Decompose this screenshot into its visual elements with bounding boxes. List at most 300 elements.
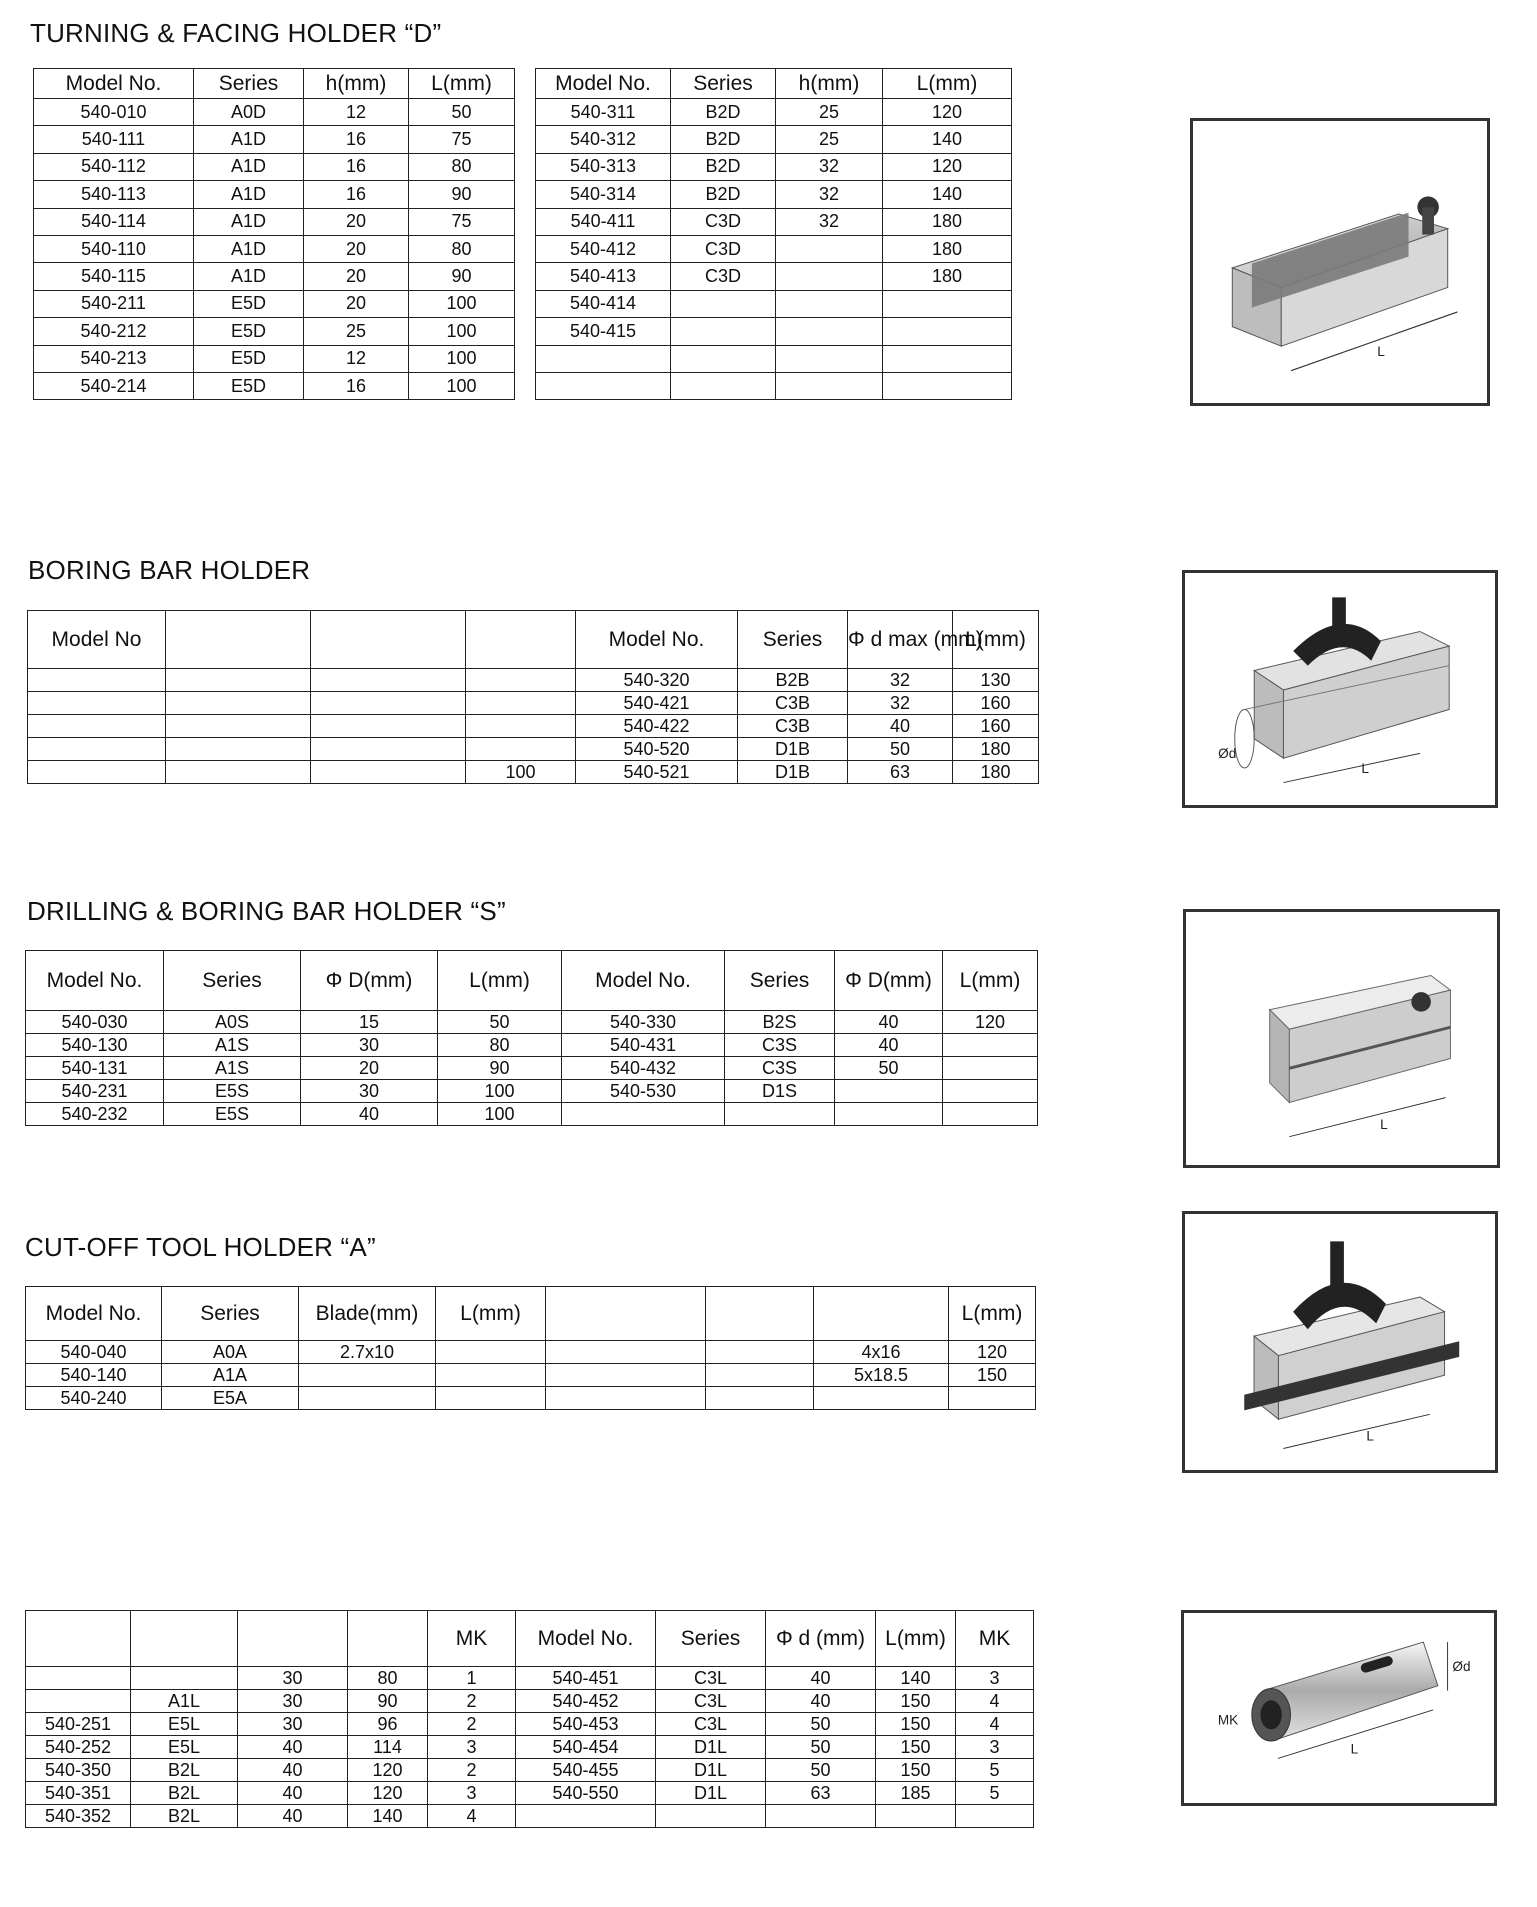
column-header — [238, 1611, 348, 1667]
boring-holder-image — [1182, 570, 1498, 808]
drilling-table — [25, 950, 1038, 1126]
table-row — [26, 1034, 1038, 1057]
table-cell: 100 — [438, 1103, 562, 1126]
table-row — [536, 345, 1012, 372]
table-cell: 100 — [409, 290, 515, 317]
table-cell: 100 — [466, 761, 576, 784]
table-cell — [883, 372, 1012, 399]
table-cell: 540-212 — [34, 318, 194, 345]
table-cell: E5S — [164, 1080, 301, 1103]
table-cell — [311, 715, 466, 738]
table-cell: A1D — [194, 181, 304, 208]
table-cell — [536, 345, 671, 372]
table-cell: 96 — [348, 1713, 428, 1736]
column-header — [814, 1287, 949, 1341]
table-row — [26, 1805, 1034, 1828]
table-cell — [776, 372, 883, 399]
table-cell: 20 — [304, 290, 409, 317]
column-header: Model No. — [536, 69, 671, 99]
table-cell — [776, 318, 883, 345]
table-cell: B2L — [131, 1759, 238, 1782]
table-cell: 20 — [301, 1057, 438, 1080]
table-cell: C3B — [738, 715, 848, 738]
table-row — [536, 290, 1012, 317]
table-cell: 540-351 — [26, 1782, 131, 1805]
table-cell: 540-350 — [26, 1759, 131, 1782]
table-cell — [671, 318, 776, 345]
table-cell: B2D — [671, 181, 776, 208]
table-cell: 80 — [348, 1667, 428, 1690]
table-cell — [706, 1364, 814, 1387]
column-header: L(mm) — [883, 69, 1012, 99]
column-header: Blade(mm) — [299, 1287, 436, 1341]
table-cell: C3L — [656, 1667, 766, 1690]
morse-holder-image — [1181, 1610, 1497, 1806]
table-cell: 540-131 — [26, 1057, 164, 1080]
table-cell — [131, 1667, 238, 1690]
table-row — [28, 738, 1039, 761]
turning-table-left — [33, 68, 515, 400]
column-header: Series — [656, 1611, 766, 1667]
table-cell — [28, 761, 166, 784]
table-cell: 540-421 — [576, 692, 738, 715]
table-cell: 40 — [835, 1034, 943, 1057]
table-cell: E5L — [131, 1713, 238, 1736]
table-cell: A1D — [194, 263, 304, 290]
table-cell: 540-114 — [34, 208, 194, 235]
table-row — [26, 1759, 1034, 1782]
table-cell: A1D — [194, 153, 304, 180]
table-cell: 40 — [766, 1667, 876, 1690]
table-cell: E5D — [194, 372, 304, 399]
table-cell: 3 — [428, 1736, 516, 1759]
column-header: Φ D(mm) — [835, 951, 943, 1011]
table-cell: 540-232 — [26, 1103, 164, 1126]
table-cell: B2D — [671, 99, 776, 126]
table-cell: 50 — [766, 1713, 876, 1736]
table-cell: B2D — [671, 153, 776, 180]
table-cell: 540-010 — [34, 99, 194, 126]
column-header: Model No — [28, 611, 166, 669]
morse-dim-label-l: L — [1350, 1741, 1359, 1757]
table-cell: 2 — [428, 1713, 516, 1736]
table-cell: A0A — [162, 1341, 299, 1364]
table-cell: 30 — [301, 1080, 438, 1103]
turning-section-title: TURNING & FACING HOLDER “D” — [30, 18, 442, 48]
table-cell: 120 — [943, 1011, 1038, 1034]
table-cell — [943, 1057, 1038, 1080]
column-header: Series — [738, 611, 848, 669]
table-cell: 40 — [238, 1736, 348, 1759]
table-cell: 40 — [238, 1782, 348, 1805]
table-cell: 140 — [876, 1667, 956, 1690]
cutoff-dim-label: L — [1366, 1428, 1374, 1444]
table-cell: B2B — [738, 669, 848, 692]
table-row — [34, 208, 515, 235]
table-cell: 540-414 — [536, 290, 671, 317]
table-row — [34, 345, 515, 372]
table-cell — [943, 1080, 1038, 1103]
column-header: L(mm) — [438, 951, 562, 1011]
cutoff-holder-image — [1182, 1211, 1498, 1473]
column-header: MK — [428, 1611, 516, 1667]
table-cell: 540-115 — [34, 263, 194, 290]
table-row — [536, 126, 1012, 153]
table-cell: D1L — [656, 1782, 766, 1805]
table-cell: 540-415 — [536, 318, 671, 345]
table-cell: 80 — [438, 1034, 562, 1057]
table-cell: 540-313 — [536, 153, 671, 180]
column-header: Model No. — [562, 951, 725, 1011]
table-cell: 40 — [238, 1805, 348, 1828]
table-cell: 4 — [956, 1713, 1034, 1736]
table-cell: 150 — [876, 1690, 956, 1713]
table-cell: 4 — [428, 1805, 516, 1828]
table-cell: 140 — [348, 1805, 428, 1828]
table-cell: 20 — [304, 235, 409, 262]
table-cell — [436, 1387, 546, 1410]
table-row — [26, 1080, 1038, 1103]
table-cell — [766, 1805, 876, 1828]
morse-dim-label-d: Ød — [1452, 1659, 1471, 1675]
table-cell: 5x18.5 — [814, 1364, 949, 1387]
table-cell: 30 — [238, 1667, 348, 1690]
table-row — [34, 318, 515, 345]
turning-holder-image — [1190, 118, 1490, 406]
table-cell: 150 — [876, 1759, 956, 1782]
table-cell: 180 — [883, 263, 1012, 290]
table-cell — [26, 1667, 131, 1690]
table-row — [34, 99, 515, 126]
table-header-row — [26, 1611, 1034, 1667]
table-cell — [814, 1387, 949, 1410]
table-cell: 63 — [766, 1782, 876, 1805]
table-cell: 180 — [953, 761, 1039, 784]
table-row — [26, 1103, 1038, 1126]
table-cell — [466, 738, 576, 761]
table-cell — [546, 1387, 706, 1410]
table-cell: 540-112 — [34, 153, 194, 180]
column-header: L(mm) — [943, 951, 1038, 1011]
table-cell: 75 — [409, 208, 515, 235]
table-cell: A1L — [131, 1690, 238, 1713]
table-cell — [546, 1341, 706, 1364]
table-cell: 540-314 — [536, 181, 671, 208]
table-cell: 40 — [766, 1690, 876, 1713]
column-header: Series — [162, 1287, 299, 1341]
table-cell: A1D — [194, 235, 304, 262]
table-cell: 540-520 — [576, 738, 738, 761]
table-cell: 540-431 — [562, 1034, 725, 1057]
boring-section-title: BORING BAR HOLDER — [28, 555, 311, 585]
table-cell — [299, 1387, 436, 1410]
table-cell: 540-240 — [26, 1387, 162, 1410]
table-cell: 63 — [848, 761, 953, 784]
table-cell: 540-110 — [34, 235, 194, 262]
table-cell: 180 — [883, 235, 1012, 262]
table-cell: 32 — [848, 669, 953, 692]
table-cell: A0S — [164, 1011, 301, 1034]
table-cell: 5 — [956, 1759, 1034, 1782]
table-cell: 540-411 — [536, 208, 671, 235]
table-cell: 540-030 — [26, 1011, 164, 1034]
table-cell: 16 — [304, 181, 409, 208]
table-cell — [28, 738, 166, 761]
table-cell: E5S — [164, 1103, 301, 1126]
morse-taper-table — [25, 1610, 1034, 1828]
table-cell: 2.7x10 — [299, 1341, 436, 1364]
table-row — [26, 1387, 1036, 1410]
table-cell: 20 — [304, 263, 409, 290]
table-cell: 540-311 — [536, 99, 671, 126]
table-row — [536, 263, 1012, 290]
table-cell — [883, 345, 1012, 372]
table-cell: 12 — [304, 99, 409, 126]
table-cell — [671, 345, 776, 372]
table-cell — [883, 290, 1012, 317]
table-cell: 32 — [776, 153, 883, 180]
column-header: MK — [956, 1611, 1034, 1667]
table-cell — [776, 290, 883, 317]
table-row — [34, 263, 515, 290]
drilling-holder-image — [1183, 909, 1500, 1168]
boring-table — [27, 610, 1039, 784]
table-cell — [311, 692, 466, 715]
table-cell: A1D — [194, 126, 304, 153]
table-cell: 540-231 — [26, 1080, 164, 1103]
table-cell — [299, 1364, 436, 1387]
column-header: L(mm) — [436, 1287, 546, 1341]
column-header: Model No. — [516, 1611, 656, 1667]
table-cell: 540-455 — [516, 1759, 656, 1782]
table-cell: 4 — [956, 1690, 1034, 1713]
table-cell — [943, 1034, 1038, 1057]
table-cell: B2L — [131, 1805, 238, 1828]
table-cell: 540-454 — [516, 1736, 656, 1759]
cutoff-table — [25, 1286, 1036, 1410]
table-cell: 540-251 — [26, 1713, 131, 1736]
column-header: Φ d (mm) — [766, 1611, 876, 1667]
table-cell: E5L — [131, 1736, 238, 1759]
table-cell: 540-320 — [576, 669, 738, 692]
table-cell: 3 — [428, 1782, 516, 1805]
table-cell: 540-211 — [34, 290, 194, 317]
table-cell: C3B — [738, 692, 848, 715]
table-cell: A0D — [194, 99, 304, 126]
column-header: Φ d max (mm) — [848, 611, 953, 669]
table-cell: 30 — [238, 1713, 348, 1736]
table-row — [34, 181, 515, 208]
table-cell: C3L — [656, 1690, 766, 1713]
table-cell — [706, 1341, 814, 1364]
table-row — [26, 1057, 1038, 1080]
table-cell — [725, 1103, 835, 1126]
column-header: Series — [671, 69, 776, 99]
column-header — [311, 611, 466, 669]
table-row — [26, 1782, 1034, 1805]
drilling-dim-label: L — [1380, 1116, 1388, 1132]
table-cell: 120 — [949, 1341, 1036, 1364]
table-cell: 540-432 — [562, 1057, 725, 1080]
table-cell: E5D — [194, 290, 304, 317]
table-cell: D1S — [725, 1080, 835, 1103]
table-cell — [166, 715, 311, 738]
table-cell — [436, 1364, 546, 1387]
column-header: Model No. — [576, 611, 738, 669]
column-header: L(mm) — [876, 1611, 956, 1667]
table-cell — [835, 1103, 943, 1126]
table-cell: A1S — [164, 1057, 301, 1080]
table-cell: 140 — [883, 126, 1012, 153]
table-cell — [516, 1805, 656, 1828]
table-cell: 540-521 — [576, 761, 738, 784]
table-cell: 90 — [409, 263, 515, 290]
drilling-holder-illustration — [1186, 912, 1497, 1165]
table-cell: 150 — [949, 1364, 1036, 1387]
table-cell: 16 — [304, 153, 409, 180]
table-cell: 114 — [348, 1736, 428, 1759]
table-cell: 180 — [953, 738, 1039, 761]
column-header — [546, 1287, 706, 1341]
table-cell: 540-530 — [562, 1080, 725, 1103]
table-header-row — [536, 69, 1012, 99]
table-cell: 90 — [438, 1057, 562, 1080]
table-cell: A1D — [194, 208, 304, 235]
table-cell — [26, 1690, 131, 1713]
table-cell: 100 — [438, 1080, 562, 1103]
table-cell: 540-111 — [34, 126, 194, 153]
table-cell: B2S — [725, 1011, 835, 1034]
table-cell: 30 — [238, 1690, 348, 1713]
table-cell: 540-412 — [536, 235, 671, 262]
table-cell: 2 — [428, 1690, 516, 1713]
table-cell: 120 — [348, 1759, 428, 1782]
table-cell: 540-453 — [516, 1713, 656, 1736]
table-row — [34, 235, 515, 262]
column-header: h(mm) — [304, 69, 409, 99]
table-cell: 40 — [301, 1103, 438, 1126]
table-cell — [166, 692, 311, 715]
table-cell: 540-413 — [536, 263, 671, 290]
table-cell — [311, 738, 466, 761]
table-cell: 540-452 — [516, 1690, 656, 1713]
table-cell: 90 — [409, 181, 515, 208]
table-cell: 540-140 — [26, 1364, 162, 1387]
table-row — [26, 1690, 1034, 1713]
table-cell: 50 — [766, 1736, 876, 1759]
table-cell: 4x16 — [814, 1341, 949, 1364]
table-cell: 16 — [304, 372, 409, 399]
table-cell: D1L — [656, 1736, 766, 1759]
table-cell — [776, 263, 883, 290]
table-cell: 80 — [409, 153, 515, 180]
table-cell — [671, 290, 776, 317]
table-cell: 32 — [776, 208, 883, 235]
cutoff-section-title: CUT-OFF TOOL HOLDER “A” — [25, 1232, 376, 1262]
table-cell: 540-352 — [26, 1805, 131, 1828]
table-cell: 32 — [848, 692, 953, 715]
table-row — [26, 1364, 1036, 1387]
drilling-section-title: DRILLING & BORING BAR HOLDER “S” — [27, 896, 506, 926]
table-cell: 540-214 — [34, 372, 194, 399]
table-cell: 40 — [835, 1011, 943, 1034]
table-row — [536, 181, 1012, 208]
table-row — [536, 318, 1012, 345]
table-cell — [835, 1080, 943, 1103]
table-row — [26, 1736, 1034, 1759]
table-cell — [466, 715, 576, 738]
cutoff-holder-illustration — [1185, 1214, 1495, 1470]
table-cell — [466, 669, 576, 692]
table-row — [26, 1713, 1034, 1736]
table-cell: 5 — [956, 1782, 1034, 1805]
table-cell: E5A — [162, 1387, 299, 1410]
table-cell: 540-312 — [536, 126, 671, 153]
table-cell — [656, 1805, 766, 1828]
boring-dim-label-d: Ød — [1218, 746, 1237, 762]
table-cell: D1B — [738, 738, 848, 761]
table-row — [34, 153, 515, 180]
table-cell — [671, 372, 776, 399]
table-cell — [776, 345, 883, 372]
table-cell — [311, 669, 466, 692]
table-cell: 12 — [304, 345, 409, 372]
table-cell: A1S — [164, 1034, 301, 1057]
table-cell: 120 — [348, 1782, 428, 1805]
column-header: Series — [725, 951, 835, 1011]
table-cell: 50 — [835, 1057, 943, 1080]
table-cell: 25 — [776, 126, 883, 153]
table-cell: B2L — [131, 1782, 238, 1805]
table-cell: 540-252 — [26, 1736, 131, 1759]
boring-holder-illustration — [1185, 573, 1495, 805]
table-cell: A1A — [162, 1364, 299, 1387]
table-row — [26, 1341, 1036, 1364]
morse-dim-label-mk: MK — [1217, 1712, 1239, 1728]
column-header: L(mm) — [949, 1287, 1036, 1341]
table-row — [26, 1011, 1038, 1034]
table-cell: 90 — [348, 1690, 428, 1713]
table-cell — [436, 1341, 546, 1364]
table-row — [536, 208, 1012, 235]
table-cell: 32 — [776, 181, 883, 208]
table-cell — [949, 1387, 1036, 1410]
table-cell: 3 — [956, 1736, 1034, 1759]
table-cell: 100 — [409, 345, 515, 372]
column-header: L(mm) — [953, 611, 1039, 669]
table-header-row — [26, 1287, 1036, 1341]
table-cell: 1 — [428, 1667, 516, 1690]
table-cell: 120 — [883, 99, 1012, 126]
table-cell: 140 — [883, 181, 1012, 208]
table-cell: 3 — [956, 1667, 1034, 1690]
table-cell: 50 — [409, 99, 515, 126]
table-cell: 50 — [438, 1011, 562, 1034]
table-cell: 100 — [409, 318, 515, 345]
table-cell — [28, 692, 166, 715]
table-row — [26, 1667, 1034, 1690]
table-cell: E5D — [194, 318, 304, 345]
table-cell: 25 — [304, 318, 409, 345]
table-cell — [536, 372, 671, 399]
table-cell — [466, 692, 576, 715]
table-cell: D1B — [738, 761, 848, 784]
table-cell: 180 — [883, 208, 1012, 235]
turning-holder-illustration — [1193, 121, 1487, 403]
table-row — [34, 290, 515, 317]
table-cell — [166, 761, 311, 784]
table-cell — [562, 1103, 725, 1126]
